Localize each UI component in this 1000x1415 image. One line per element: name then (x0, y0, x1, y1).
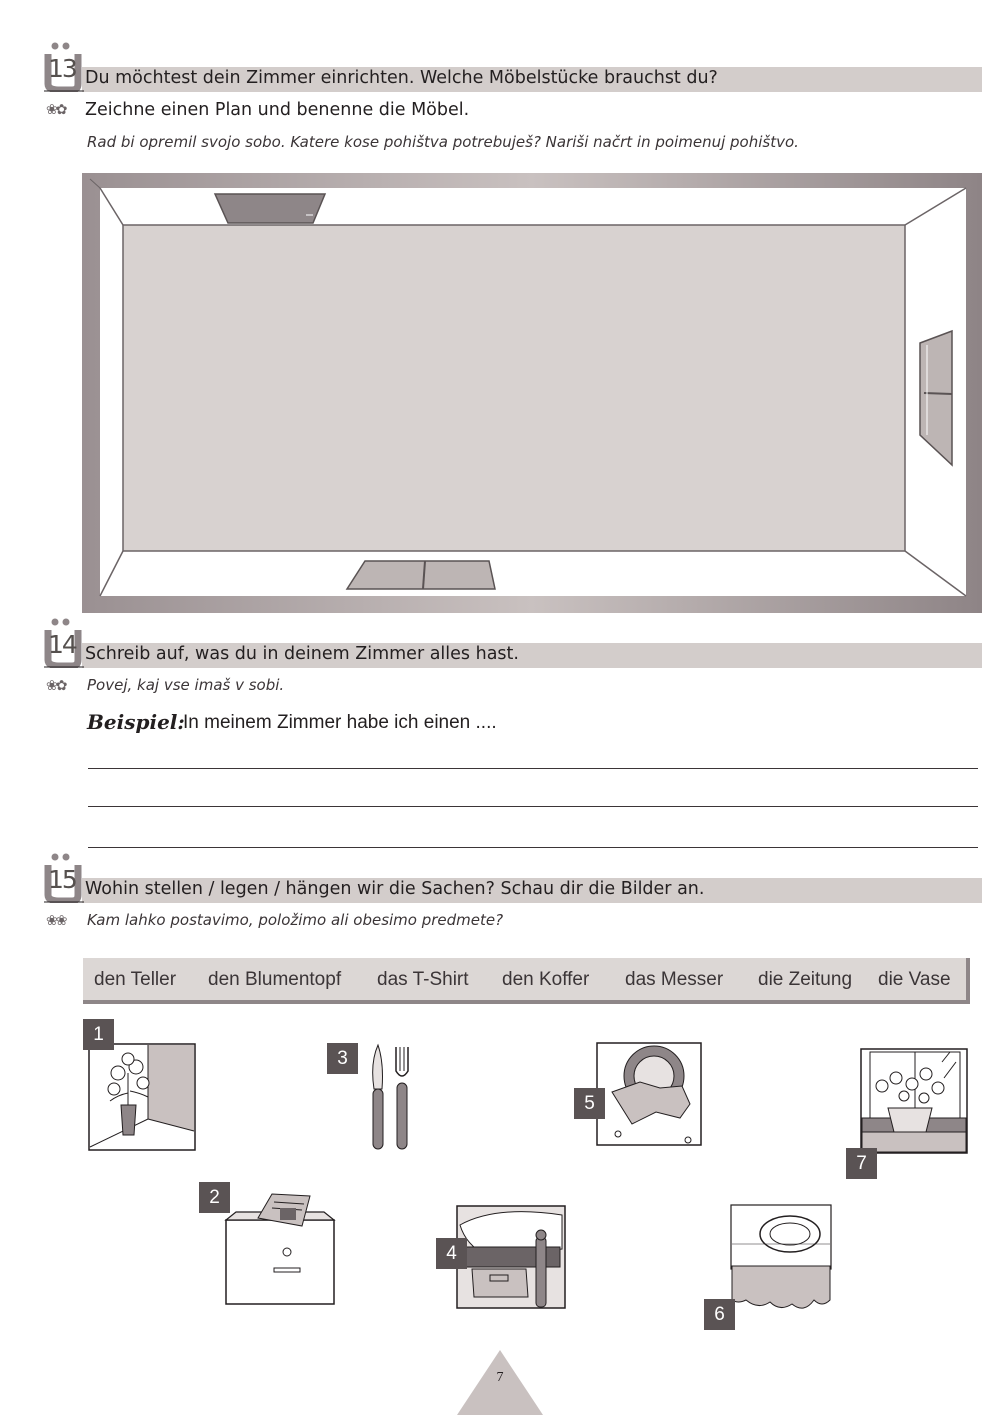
difficulty-flower-icon: ❀✿ (46, 102, 66, 118)
exercise-15-title: Wohin stellen / legen / hängen wir die Sachen? Schau dir die Bilder an. (85, 879, 705, 899)
answer-line[interactable] (88, 768, 978, 769)
picture-number: 7 (846, 1148, 877, 1179)
plate-table-icon (730, 1204, 834, 1316)
exercise-13-translation: Rad bi opremil svojo sobo. Katere kose pohištva potrebuješ? Nariši načrt in poimenuj pohištvo. (87, 133, 799, 151)
word-item: die Zeitung (758, 969, 853, 990)
exercise-14-ue-icon (44, 616, 84, 668)
word-item: das Messer (625, 969, 724, 990)
difficulty-flower-icon: ❀❀ (46, 913, 66, 929)
picture-number: 3 (327, 1043, 358, 1074)
knife-fork-icon (368, 1043, 418, 1153)
vase-window-icon (860, 1048, 968, 1154)
exercise-14-title: Schreib auf, was du in deinem Zimmer alles hast. (85, 644, 519, 664)
picture-number: 1 (83, 1019, 114, 1050)
exercise-13-number: 13 (48, 54, 76, 83)
word-item: den Blumentopf (208, 969, 342, 990)
answer-line[interactable] (88, 847, 978, 848)
example-label: Beispiel: (87, 710, 185, 734)
word-item: das T-Shirt (377, 969, 469, 990)
exercise-15-translation: Kam lahko postavimo, položimo ali obesimo predmete? (87, 911, 504, 929)
picture-number: 6 (704, 1299, 735, 1330)
suitcase-bed-icon (456, 1205, 566, 1309)
exercise-15-ue-icon (44, 851, 84, 903)
picture-number: 5 (574, 1088, 605, 1119)
newspaper-drawer-icon (224, 1190, 336, 1308)
exercise-13-title: Du möchtest dein Zimmer einrichten. Welche Möbelstücke brauchst du? (85, 68, 718, 88)
example-text: In meinem Zimmer habe ich einen .... (183, 712, 497, 733)
word-item: den Teller (94, 969, 177, 990)
exercise-15-number: 15 (48, 865, 76, 894)
answer-line[interactable] (88, 806, 978, 807)
picture-number: 2 (199, 1182, 230, 1213)
room-plan-drawing (82, 173, 982, 613)
exercise-14-number: 14 (48, 630, 76, 659)
difficulty-flower-icon: ❀✿ (46, 678, 66, 694)
tshirt-washer-icon (596, 1042, 702, 1148)
exercise-13-instruction: Zeichne einen Plan und benenne die Möbel. (85, 100, 470, 120)
flowerpot-corner-icon (88, 1043, 196, 1151)
word-item: die Vase (878, 969, 951, 990)
exercise-13-ue-icon (44, 40, 84, 92)
word-item: den Koffer (502, 969, 590, 990)
exercise-14-translation: Povej, kaj vse imaš v sobi. (87, 676, 285, 694)
picture-number: 4 (436, 1238, 467, 1269)
word-box (83, 958, 970, 1004)
page-number: 7 (496, 1370, 504, 1385)
